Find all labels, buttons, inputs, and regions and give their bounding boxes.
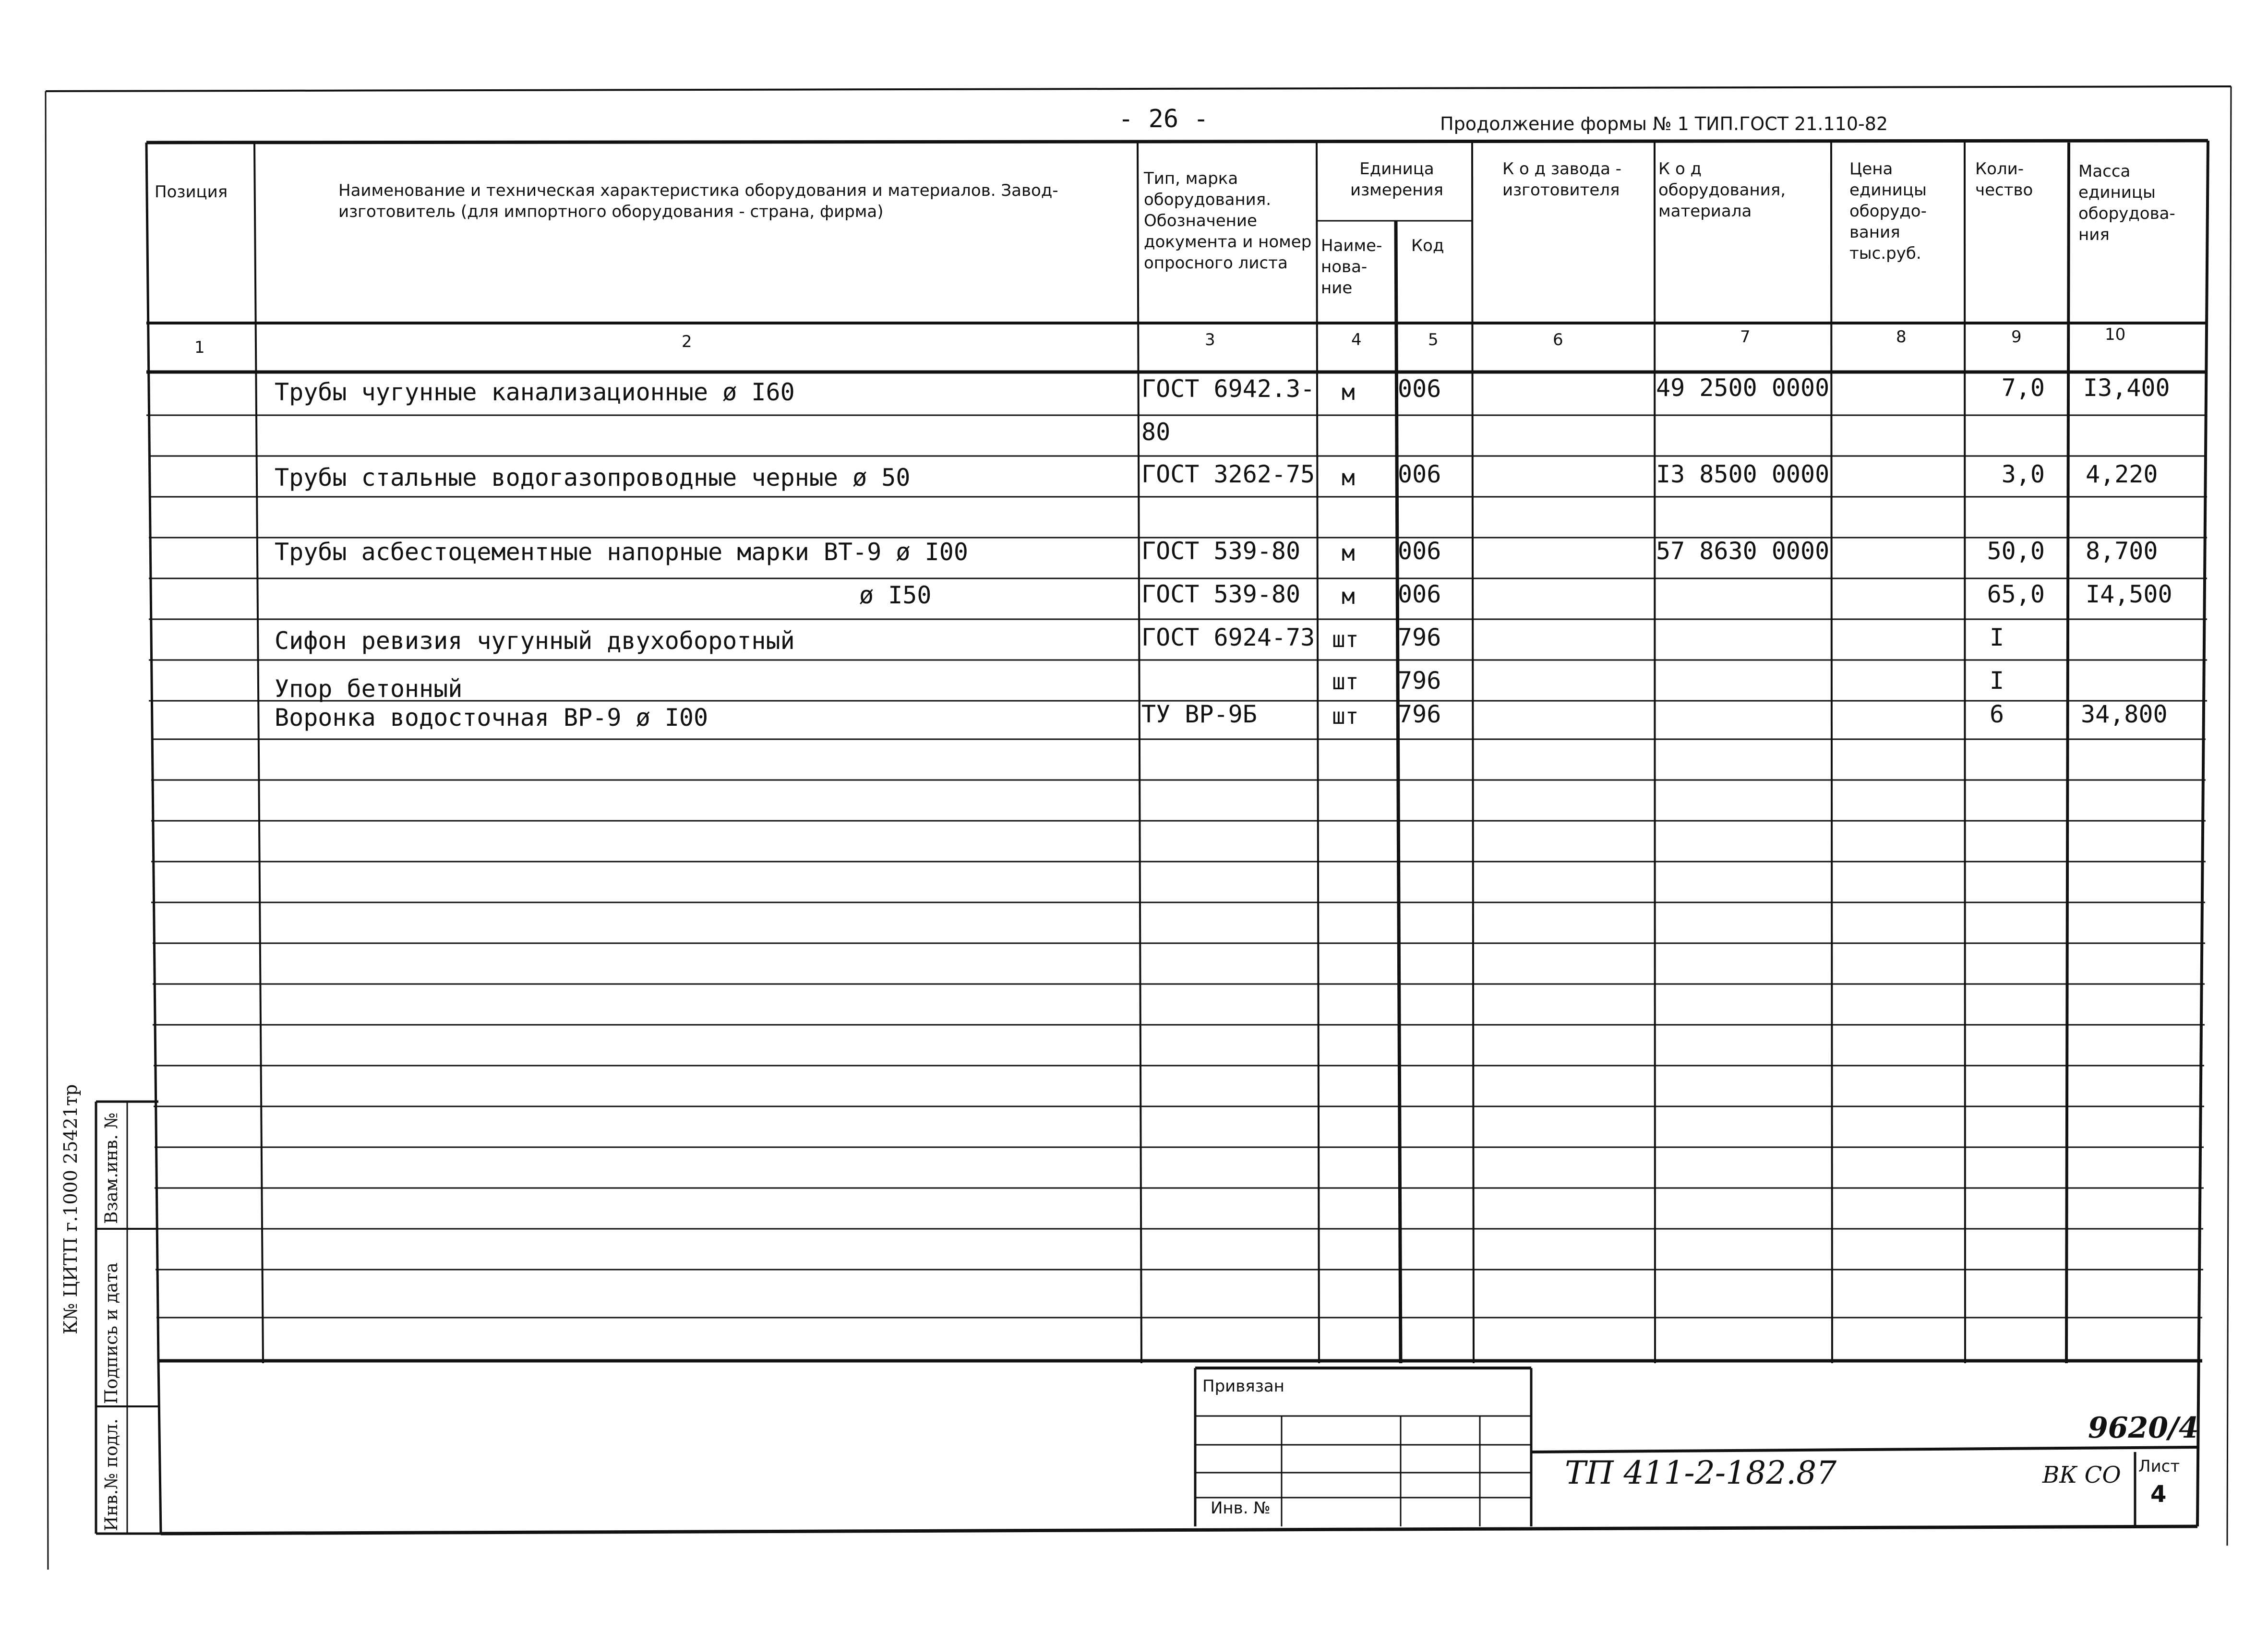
row-qty: 65,0 xyxy=(1987,580,2045,608)
row-unit-code: 796 xyxy=(1398,667,1441,695)
row-qty: I xyxy=(1990,624,2004,651)
row-unit: м xyxy=(1342,465,1355,491)
row-doc: ГОСТ 539-80 xyxy=(1141,537,1301,565)
row-name: Упор бетонный xyxy=(275,675,463,703)
row-doc: ГОСТ 3262-75 xyxy=(1141,460,1315,488)
row-name: Трубы чугунные канализационные ø I60 xyxy=(275,378,795,406)
row-qty: 6 xyxy=(1990,700,2004,728)
row-unit-code: 006 xyxy=(1398,375,1441,403)
col-number: 4 xyxy=(1351,330,1362,349)
row-doc: ГОСТ 539-80 xyxy=(1141,580,1301,608)
row-unit-code: 796 xyxy=(1398,624,1441,651)
order-number: 9620/4 xyxy=(2088,1411,2199,1445)
col-header-material-code: К о д оборудования, материала xyxy=(1658,159,1786,221)
row-doc: ГОСТ 6942.3- xyxy=(1141,375,1315,403)
row-unit: м xyxy=(1342,583,1355,609)
col-header-unit-name: Наиме-нова-ние xyxy=(1321,236,1382,298)
row-doc: 80 xyxy=(1141,418,1171,446)
row-qty: 7,0 xyxy=(2001,374,2045,402)
row-code: 49 2500 0000 xyxy=(1656,374,1830,402)
row-unit: м xyxy=(1342,379,1355,405)
col-number: 3 xyxy=(1205,330,1215,349)
row-name: ø I50 xyxy=(859,581,932,609)
col-header-unit-code: Код xyxy=(1411,236,1444,255)
col-number: 6 xyxy=(1553,330,1563,349)
stamp-privyazan: Привязан xyxy=(1202,1377,1284,1396)
col-number: 9 xyxy=(2011,327,2022,347)
col-number: 5 xyxy=(1428,330,1439,349)
form-caption: Продолжение формы № 1 ТИП.ГОСТ 21.110-82 xyxy=(1440,113,1888,134)
side-label-podpis: Подпись и дата xyxy=(102,1262,121,1404)
row-unit: шт xyxy=(1332,669,1359,695)
stamp-inv: Инв. № xyxy=(1211,1499,1271,1518)
row-unit-code: 006 xyxy=(1398,537,1441,565)
col-header-mass: Масса единицы оборудова-ния xyxy=(2078,162,2175,244)
col-number: 10 xyxy=(2105,325,2126,344)
col-header-price: Цена единицы оборудо-вания тыс.руб. xyxy=(1849,159,1927,263)
col-header-unit: Единица измерения xyxy=(1350,159,1444,200)
stamp-designation: ТП 411-2-182.87 xyxy=(1565,1454,1837,1491)
col-header-name: Наименование и техническая характеристика оборудования и материалов. Завод-изготовитель (для импортного оборудования - страна, фирма) xyxy=(338,181,1058,221)
stamp-section: ВК СО xyxy=(2042,1462,2121,1488)
row-unit-code: 006 xyxy=(1398,580,1441,608)
row-doc: ГОСТ 6924-73 xyxy=(1141,624,1315,651)
row-unit: м xyxy=(1342,540,1355,566)
row-name: Воронка водосточная ВР-9 ø I00 xyxy=(275,704,708,732)
side-label-vzam: Взам.инв. № xyxy=(102,1112,121,1224)
side-label-archive: К№ ЦИТП г.1000 25421тр xyxy=(60,1084,81,1334)
row-name: Сифон ревизия чугунный двухоборотный xyxy=(275,627,795,655)
row-name: Трубы стальные водогазопроводные черные ø 50 xyxy=(275,464,911,492)
row-unit: шт xyxy=(1332,703,1359,729)
col-header-factory-code: К о д завода - изготовителя xyxy=(1502,159,1622,200)
row-mass: 8,700 xyxy=(2086,537,2158,565)
row-qty: 50,0 xyxy=(1987,537,2045,565)
row-name: Трубы асбестоцементные напорные марки ВТ-9 ø I00 xyxy=(275,538,968,566)
row-qty: 3,0 xyxy=(2001,460,2045,488)
stamp-sheet-number: 4 xyxy=(2150,1481,2167,1508)
row-mass: 4,220 xyxy=(2086,460,2158,488)
col-header-type: Тип, марка оборудования. Обозначение документа и номер опросного листа xyxy=(1144,169,1312,273)
row-unit-code: 006 xyxy=(1398,460,1441,488)
page-number: - 26 - xyxy=(1118,105,1209,133)
row-mass: I3,400 xyxy=(2083,374,2170,402)
col-number: 1 xyxy=(194,338,205,357)
col-number: 7 xyxy=(1740,327,1751,347)
col-header-position: Позиция xyxy=(155,182,228,202)
col-number: 2 xyxy=(682,332,692,351)
stamp-sheet-label: Лист xyxy=(2138,1457,2180,1476)
row-unit-code: 796 xyxy=(1398,700,1441,728)
col-number: 8 xyxy=(1896,327,1907,347)
row-mass: 34,800 xyxy=(2081,700,2168,728)
row-mass: I4,500 xyxy=(2086,580,2172,608)
row-code: 57 8630 0000 xyxy=(1656,537,1830,565)
row-doc: ТУ ВР-9Б xyxy=(1141,700,1257,728)
row-qty: I xyxy=(1990,667,2004,695)
row-code: I3 8500 0000 xyxy=(1656,460,1830,488)
row-unit: шт xyxy=(1332,626,1359,652)
col-header-quantity: Коли-чество xyxy=(1975,159,2033,200)
side-label-inv-podl: Инв.№ подл. xyxy=(102,1418,121,1531)
